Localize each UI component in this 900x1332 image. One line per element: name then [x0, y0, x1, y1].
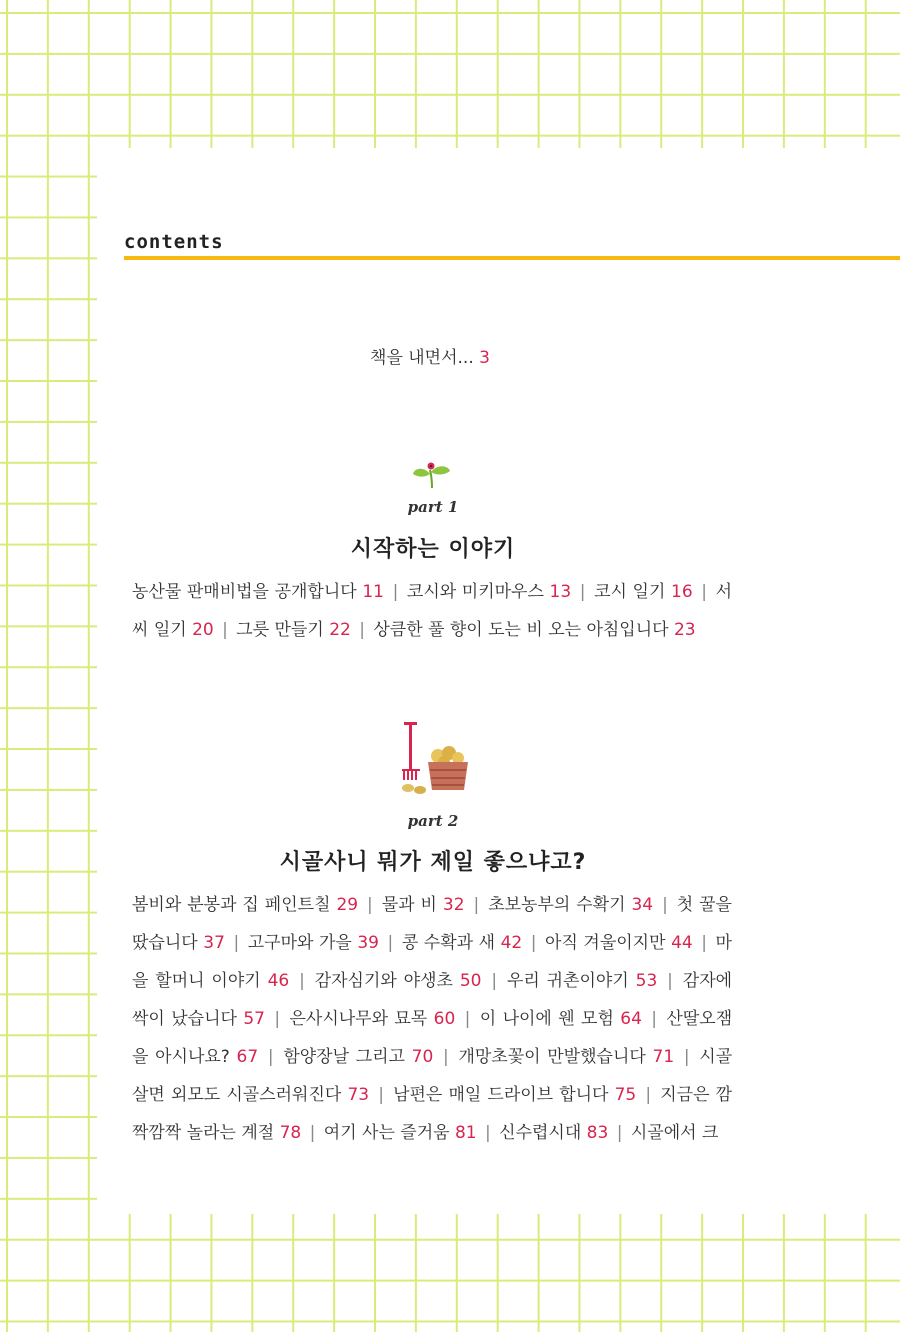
separator: | — [701, 933, 707, 953]
toc-entry[interactable] — [324, 1123, 477, 1143]
toc-entry[interactable] — [373, 620, 695, 640]
entry-page: 73 — [347, 1085, 370, 1105]
entry-title: 고구마와 가을 — [247, 933, 352, 953]
entry-page: 71 — [652, 1047, 675, 1067]
part2-title: 시골사니 뭐가 제일 좋으냐고? — [279, 850, 587, 875]
entry-title: 함양장날 그리고 — [283, 1047, 405, 1067]
preface-entry[interactable] — [0, 343, 860, 368]
entry-title: 그릇 만들기 — [236, 620, 324, 640]
separator: | — [491, 971, 498, 991]
entry-title: 신수렵시대 — [499, 1123, 582, 1143]
toc-entry[interactable] — [507, 971, 657, 991]
separator: | — [667, 971, 673, 991]
entry-title: 첫 꿀을 땄습니다 — [132, 895, 732, 953]
entry-page: 32 — [442, 895, 465, 915]
toc-entry[interactable] — [488, 895, 653, 915]
toc-entry[interactable] — [594, 582, 693, 602]
entry-page: 34 — [631, 895, 654, 915]
separator: | — [274, 1009, 281, 1029]
entry-title: 시골에서 크 — [630, 1123, 719, 1143]
entry-page: 11 — [362, 582, 384, 602]
entry-title: 감자에 싹이 났습니다 — [132, 971, 733, 1029]
entry-page: 57 — [243, 1009, 265, 1029]
separator: | — [662, 895, 668, 915]
entry-title: 산딸오잼을 아시나요? — [132, 1009, 733, 1067]
entry-page: 78 — [279, 1123, 302, 1143]
toc-entry[interactable] — [458, 1047, 674, 1067]
separator: | — [683, 1047, 690, 1067]
toc-entry[interactable] — [402, 933, 522, 953]
entry-page: 42 — [500, 933, 523, 953]
entry-title: 봄비와 분봉과 집 페인트칠 — [132, 895, 331, 915]
separator: | — [233, 933, 240, 953]
entry-page: 13 — [549, 582, 572, 602]
entry-title: 물과 비 — [381, 895, 437, 915]
entry-page: 29 — [336, 895, 359, 915]
entry-page: 70 — [411, 1047, 434, 1067]
entry-page: 50 — [459, 971, 482, 991]
entry-title: 농산물 판매비법을 공개합니다 — [132, 582, 357, 602]
heading-rule — [124, 256, 900, 260]
toc-entry[interactable] — [382, 895, 465, 915]
toc-entry[interactable] — [631, 1123, 719, 1143]
toc-entry[interactable] — [499, 1123, 608, 1143]
separator: | — [367, 895, 373, 915]
potato-basket-icon — [394, 718, 474, 796]
separator: | — [485, 1123, 491, 1143]
part2-entries — [132, 886, 732, 1152]
separator: | — [645, 1085, 652, 1105]
separator: | — [378, 1085, 384, 1105]
part2-label: part 2 — [407, 812, 459, 830]
entry-page: 37 — [203, 933, 225, 953]
entry-title: 아직 겨울이지만 — [545, 933, 666, 953]
separator: | — [616, 1123, 623, 1143]
entry-title: 시골살면 외모도 시골스러워진다 — [132, 1047, 733, 1105]
separator: | — [579, 582, 586, 602]
entry-title: 코시 일기 — [594, 582, 666, 602]
entry-title: 남편은 매일 드라이브 합니다 — [393, 1085, 609, 1105]
preface-page: 3 — [479, 348, 490, 368]
toc-entry[interactable] — [480, 1009, 642, 1029]
separator: | — [299, 971, 305, 991]
part1-label: part 1 — [407, 498, 459, 516]
entry-page: 23 — [673, 620, 696, 640]
toc-entry[interactable] — [407, 582, 571, 602]
toc-entry[interactable] — [545, 933, 693, 953]
entry-title: 이 나이에 웬 모험 — [479, 1009, 614, 1029]
separator: | — [473, 895, 480, 915]
separator: | — [530, 933, 537, 953]
separator: | — [464, 1009, 471, 1029]
entry-page: 83 — [586, 1123, 609, 1143]
preface-title: 책을 내면서... — [370, 348, 474, 368]
entry-title: 지금은 깜짝깜짝 놀라는 계절 — [132, 1085, 733, 1143]
entry-page: 39 — [357, 933, 379, 953]
toc-entry[interactable] — [248, 933, 379, 953]
separator: | — [701, 582, 707, 602]
toc-entry[interactable] — [315, 971, 482, 991]
entry-title: 서씨 일기 — [132, 582, 733, 640]
toc-entry[interactable] — [393, 1085, 636, 1105]
entry-title: 코시와 미키마우스 — [406, 582, 544, 602]
entry-title: 우리 귀촌이야기 — [506, 971, 629, 991]
toc-entry[interactable] — [132, 895, 358, 915]
entry-page: 75 — [614, 1085, 637, 1105]
toc-entry[interactable] — [289, 1009, 455, 1029]
separator: | — [387, 933, 394, 953]
entry-title: 여기 사는 즐거움 — [323, 1123, 450, 1143]
entry-title: 은사시나무와 묘목 — [289, 1009, 428, 1029]
entry-title: 상큼한 풀 향이 도는 비 오는 아침입니다 — [373, 620, 669, 640]
separator: | — [651, 1009, 658, 1029]
page-heading: contents — [124, 231, 224, 253]
entry-title: 감자심기와 야생초 — [314, 971, 453, 991]
separator: | — [222, 620, 228, 640]
entry-page: 22 — [329, 620, 351, 640]
entry-title: 개망초꽃이 만발했습니다 — [458, 1047, 646, 1067]
entry-page: 53 — [635, 971, 658, 991]
separator: | — [443, 1047, 449, 1067]
entry-page: 81 — [454, 1123, 477, 1143]
entry-page: 64 — [620, 1009, 642, 1029]
toc-entry[interactable] — [283, 1047, 433, 1067]
toc-entry[interactable] — [236, 620, 351, 640]
entry-page: 67 — [236, 1047, 259, 1067]
sprout-icon — [410, 460, 454, 490]
entry-title: 마을 할머니 이야기 — [132, 933, 732, 991]
separator: | — [267, 1047, 274, 1067]
entry-page: 44 — [671, 933, 693, 953]
separator: | — [359, 620, 365, 640]
part1-title: 시작하는 이야기 — [350, 537, 516, 562]
toc-entry[interactable] — [132, 582, 384, 602]
separator: | — [309, 1123, 316, 1143]
entry-page: 60 — [433, 1009, 456, 1029]
entry-page: 46 — [267, 971, 290, 991]
separator: | — [392, 582, 399, 602]
entry-title: 초보농부의 수확기 — [488, 895, 626, 915]
entry-page: 20 — [192, 620, 214, 640]
entry-page: 16 — [671, 582, 693, 602]
entry-title: 콩 수확과 새 — [401, 933, 496, 953]
part1-entries — [132, 573, 732, 649]
